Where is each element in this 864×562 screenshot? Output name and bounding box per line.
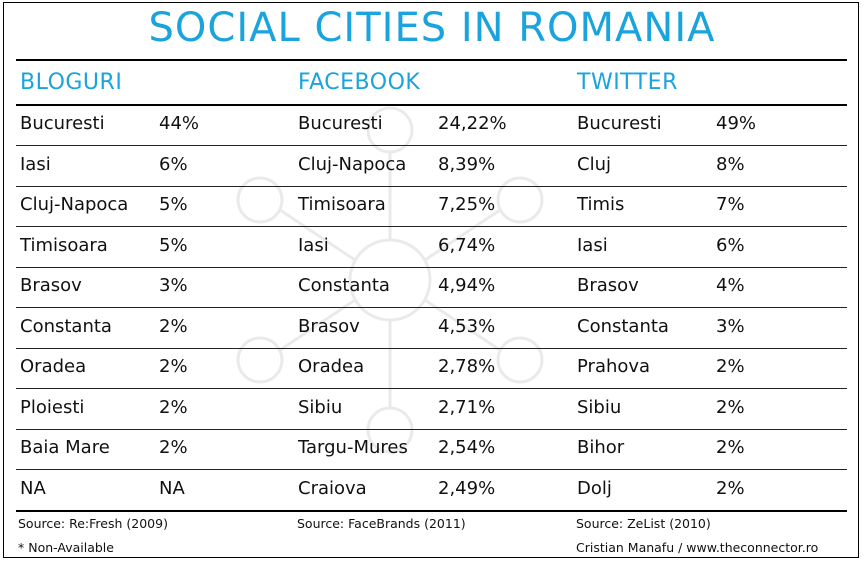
header-divider bbox=[16, 104, 847, 106]
table-cell-value: 2% bbox=[159, 437, 188, 458]
table-cell-city: Sibiu bbox=[577, 396, 622, 418]
table-cell-value: 44% bbox=[159, 113, 200, 134]
table-cell-value: 2% bbox=[716, 356, 745, 377]
table-cell-city: Timisoara bbox=[298, 194, 386, 215]
table-cell-city: Oradea bbox=[20, 356, 87, 377]
table-cell-city: Iasi bbox=[298, 234, 329, 256]
table-row-divider bbox=[16, 469, 847, 470]
source-twitter: Source: ZeList (2010) bbox=[576, 516, 711, 531]
table-cell-city: Brasov bbox=[20, 275, 82, 296]
column-header-twitter: TWITTER bbox=[577, 70, 678, 95]
table-cell-city: Ploiesti bbox=[20, 396, 85, 418]
table-cell-city: Iasi bbox=[20, 153, 51, 175]
table-cell-value: 6,74% bbox=[438, 234, 496, 256]
table-cell-value: 7% bbox=[716, 194, 745, 215]
table-cell-value: 2% bbox=[159, 396, 188, 418]
table-cell-value: 4% bbox=[716, 275, 745, 296]
source-bloguri: Source: Re:Fresh (2009) bbox=[18, 516, 168, 531]
table-cell-city: Constanta bbox=[298, 275, 390, 296]
table-cell-city: Oradea bbox=[298, 356, 365, 377]
source-facebook: Source: FaceBrands (2011) bbox=[297, 516, 466, 531]
table-cell-city: Constanta bbox=[577, 315, 669, 337]
table-cell-city: Cluj bbox=[577, 153, 611, 175]
table-row-divider bbox=[16, 267, 847, 268]
table-cell-city: Bucuresti bbox=[298, 113, 383, 134]
table-cell-value: NA bbox=[159, 477, 185, 499]
table-cell-value: 2,71% bbox=[438, 396, 496, 418]
table-cell-value: 5% bbox=[159, 194, 188, 215]
table-cell-value: 49% bbox=[716, 113, 757, 134]
table-cell-value: 2,78% bbox=[438, 356, 496, 377]
table-cell-value: 2% bbox=[716, 477, 745, 499]
table-cell-city: Craiova bbox=[298, 477, 367, 499]
table-cell-value: 5% bbox=[159, 234, 188, 256]
table-cell-city: Bucuresti bbox=[577, 113, 662, 134]
table-row-divider bbox=[16, 429, 847, 430]
table-cell-city: Bihor bbox=[577, 437, 625, 458]
table-cell-city: Baia Mare bbox=[20, 437, 110, 458]
table-cell-city: Iasi bbox=[577, 234, 608, 256]
footnote: * Non-Available bbox=[18, 540, 114, 555]
table-cell-value: 6% bbox=[716, 234, 745, 256]
table-cell-value: 2% bbox=[159, 315, 188, 337]
footer-divider bbox=[16, 510, 847, 512]
table-cell-value: 7,25% bbox=[438, 194, 496, 215]
table-cell-value: 2,54% bbox=[438, 437, 496, 458]
table-cell-city: Timis bbox=[577, 194, 625, 215]
table-cell-city: Constanta bbox=[20, 315, 112, 337]
title-divider bbox=[16, 59, 847, 61]
table-cell-value: 8,39% bbox=[438, 153, 496, 175]
table-cell-value: 3% bbox=[716, 315, 745, 337]
table-row-divider bbox=[16, 186, 847, 187]
table-cell-value: 2,49% bbox=[438, 477, 496, 499]
table-cell-city: Targu-Mures bbox=[298, 437, 408, 458]
table-cell-city: Cluj-Napoca bbox=[20, 194, 129, 215]
table-cell-value: 4,94% bbox=[438, 275, 496, 296]
table-cell-city: Dolj bbox=[577, 477, 612, 499]
table-cell-value: 4,53% bbox=[438, 315, 496, 337]
table-cell-value: 2% bbox=[716, 396, 745, 418]
table-cell-city: Sibiu bbox=[298, 396, 343, 418]
column-header-facebook: FACEBOOK bbox=[298, 70, 421, 95]
column-header-bloguri: BLOGURI bbox=[20, 70, 123, 95]
credit-link: Cristian Manafu / www.theconnector.ro bbox=[576, 540, 819, 555]
table-cell-value: 2% bbox=[159, 356, 188, 377]
page-title: SOCIAL CITIES IN ROMANIA bbox=[148, 5, 716, 51]
table-row-divider bbox=[16, 145, 847, 146]
table-cell-value: 6% bbox=[159, 153, 188, 175]
table-cell-value: 24,22% bbox=[438, 113, 507, 134]
table-row-divider bbox=[16, 307, 847, 308]
table-cell-city: Timisoara bbox=[20, 234, 108, 256]
table-cell-city: Cluj-Napoca bbox=[298, 153, 407, 175]
table-row-divider bbox=[16, 226, 847, 227]
table-cell-value: 8% bbox=[716, 153, 745, 175]
table-cell-city: Bucuresti bbox=[20, 113, 105, 134]
table-row-divider bbox=[16, 348, 847, 349]
table-row-divider bbox=[16, 388, 847, 389]
network-nodes-icon bbox=[190, 90, 590, 470]
table-cell-city: Brasov bbox=[577, 275, 639, 296]
table-cell-city: Prahova bbox=[577, 356, 651, 377]
table-cell-value: 3% bbox=[159, 275, 188, 296]
table-cell-city: Brasov bbox=[298, 315, 360, 337]
table-cell-value: 2% bbox=[716, 437, 745, 458]
table-cell-city: NA bbox=[20, 477, 46, 499]
